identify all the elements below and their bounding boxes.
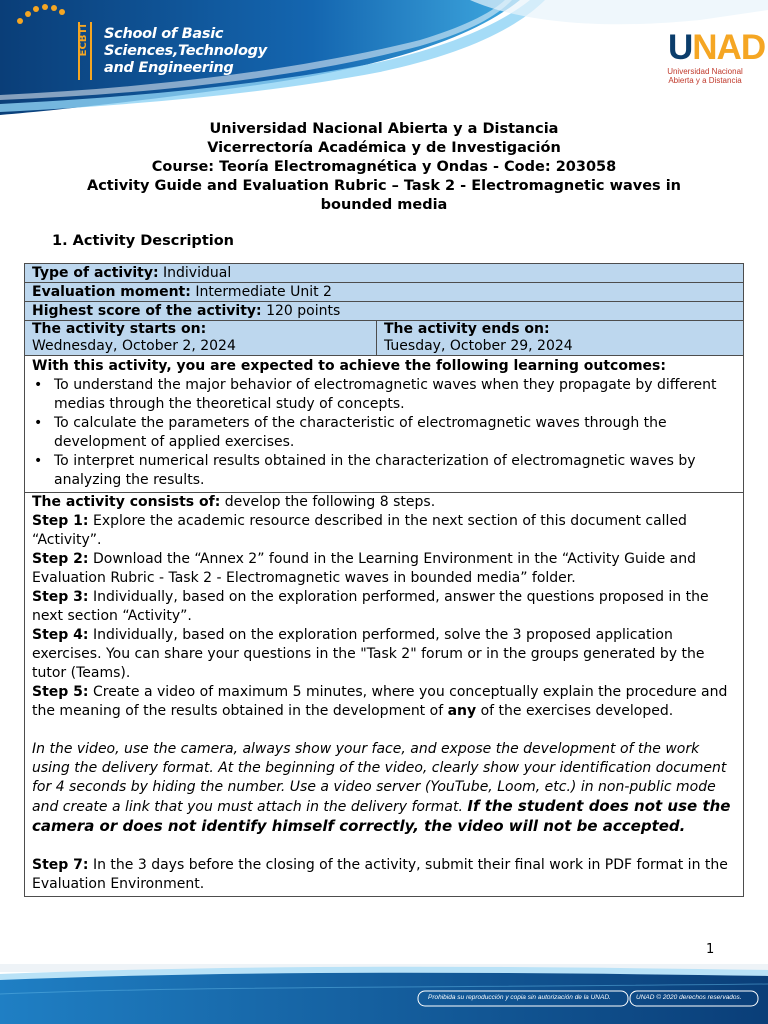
school-name — [104, 26, 267, 77]
ends-value: Tuesday, October 29, 2024 — [384, 338, 573, 354]
step-3: Step 3: Individually, based on the exploration performed, answer the questions proposed in the next section “Activity”. — [32, 589, 709, 624]
score-value: 120 points — [266, 303, 341, 319]
unad-logo-dots-icon — [0, 0, 110, 85]
footer-copyright-notice: Prohibida su reproducción y copia sin autorización de la UNAD. — [428, 994, 611, 1001]
activity-description-table — [24, 263, 744, 897]
school-line-3: and Engineering — [104, 60, 234, 76]
ends-label: The activity ends on: — [384, 321, 550, 337]
step-1: Step 1: Explore the academic resource described in the next section of this document called “Activity”. — [32, 513, 687, 548]
outcomes-list — [32, 376, 736, 490]
table-row — [25, 493, 744, 897]
table-row — [25, 264, 744, 283]
type-label: Type of activity: — [32, 265, 159, 281]
type-value: Individual — [163, 265, 232, 281]
score-label: Highest score of the activity: — [32, 303, 262, 319]
table-row — [25, 356, 744, 493]
moment-label: Evaluation moment: — [32, 284, 191, 300]
consists-paragraph: The activity consists of: develop the following 8 steps. — [32, 494, 436, 510]
video-instructions: In the video, use the camera, always show your face, and expose the development of the work using the delivery format. At the beginning of the video, clearly show your identification document for 4 seconds by hiding the number. Use a video server (YouTube, Loom, etc.) in non-public mode and create a link that you must attach in the delivery format. If the student does not use the camera or does not identify himself correctly, the video will not be accepted. — [32, 741, 731, 835]
step-2: Step 2: Download the “Annex 2” found in the Learning Environment in the “Activity Guide and Evaluation Rubric - Task 2 - Electromagnetic waves in bounded media” folder. — [32, 551, 697, 586]
table-row — [25, 302, 744, 321]
list-item: • To calculate the parameters of the characteristic of electromagnetic waves through the development of applied exercises. — [54, 414, 736, 452]
title-line-1: Universidad Nacional Abierta y a Distancia — [209, 121, 559, 137]
title-line-2: Vicerrectoría Académica y de Investigación — [207, 140, 561, 156]
page-header — [0, 0, 768, 115]
list-item: • To understand the major behavior of electromagnetic waves when they propagate by different medias through the theoretical study of concepts. — [54, 376, 736, 414]
step-5: Step 5: Create a video of maximum 5 minutes, where you conceptually explain the procedure and the meaning of the results obtained in the development of any of the exercises developed. — [32, 684, 728, 719]
page-footer — [0, 964, 768, 1024]
outcomes-heading: With this activity, you are expected to achieve the following learning outcomes: — [32, 358, 666, 374]
unad-logo: UNAD — [668, 28, 766, 67]
table-row — [25, 321, 744, 356]
section-heading: 1. Activity Description — [52, 233, 235, 249]
step-4: Step 4: Individually, based on the exploration performed, solve the 3 proposed application exercises. You can share your questions in the "Task 2" forum or in the groups generated by the tutor (Teams). — [32, 627, 705, 681]
title-line-5: bounded media — [320, 197, 448, 213]
step-7: Step 7: In the 3 days before the closing of the activity, submit their final work in PDF format in the Evaluation Environment. — [32, 857, 728, 892]
school-line-1: School of Basic — [104, 26, 224, 42]
school-line-2: Sciences,Technology — [104, 43, 267, 59]
table-row — [25, 283, 744, 302]
list-item: • To interpret numerical results obtained in the characterization of electromagnetic waves by analyzing the results. — [54, 452, 736, 490]
page-number: 1 — [706, 942, 715, 957]
video-warning: If the student does not use the camera or does not identify himself correctly, the video will not be accepted. — [32, 797, 731, 835]
footer-rights: UNAD © 2020 derechos reservados. — [636, 994, 742, 1001]
moment-value: Intermediate Unit 2 — [195, 284, 332, 300]
ecbti-label: ECBTI — [78, 24, 89, 57]
title-line-3: Course: Teoría Electromagnética y Ondas - Code: 203058 — [151, 159, 617, 175]
starts-label: The activity starts on: — [32, 321, 207, 337]
unad-logo-subtitle: Universidad Nacional Abierta y a Distancia — [667, 67, 743, 85]
title-line-4: Activity Guide and Evaluation Rubric – Task 2 - Electromagnetic waves in — [86, 178, 682, 194]
starts-value: Wednesday, October 2, 2024 — [32, 338, 236, 354]
document-title — [40, 120, 728, 215]
